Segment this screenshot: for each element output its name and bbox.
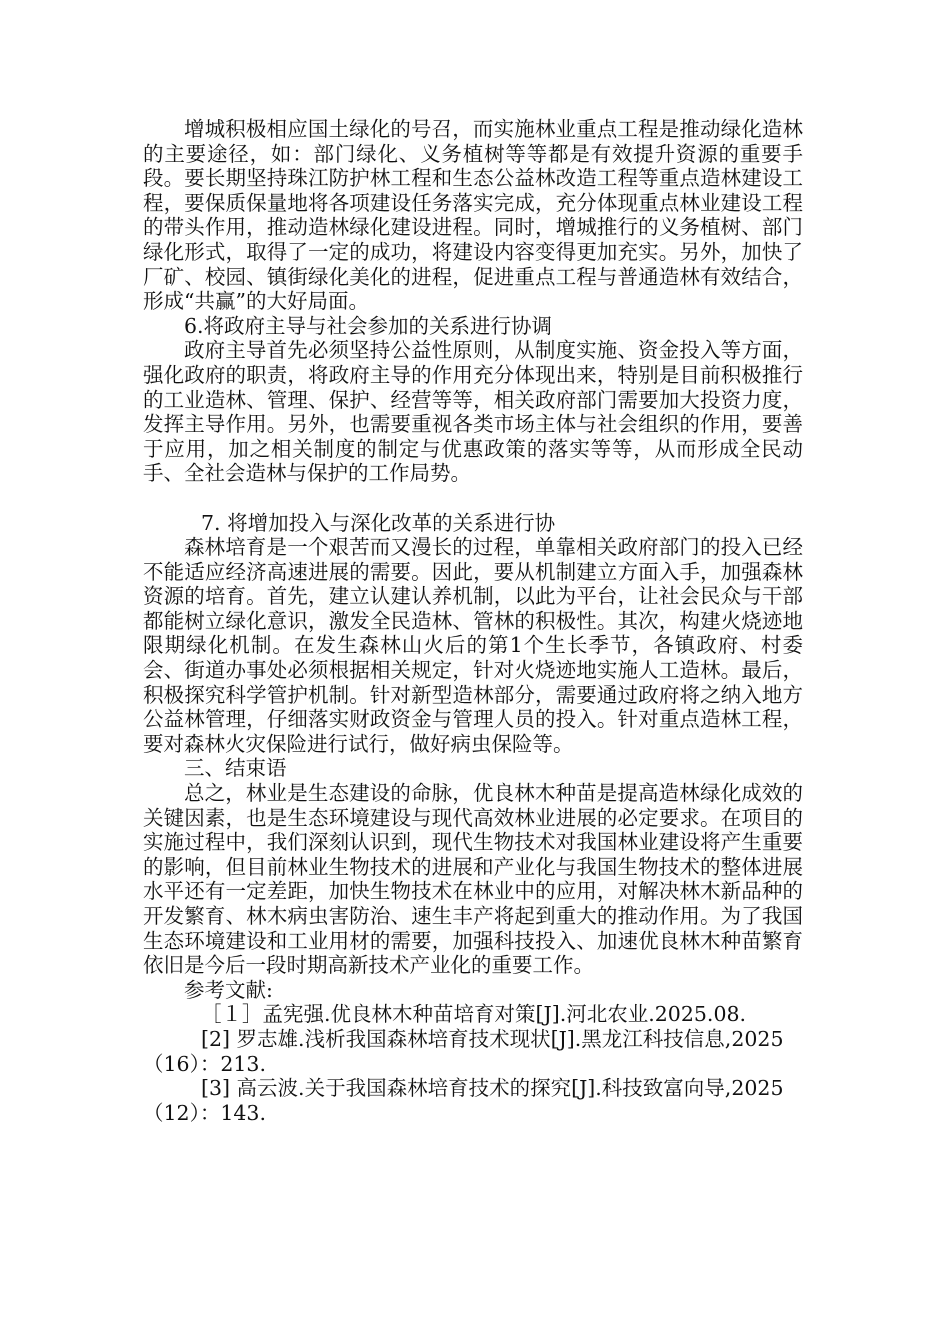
reference-item-3: [3] 高云波.关于我国森林培育技术的探究[J].科技致富向导,2025（12）：143. bbox=[143, 1076, 784, 1125]
document-page bbox=[143, 117, 803, 1125]
section-heading-conclusion: 三、结束语 bbox=[184, 756, 287, 781]
reference-item-2: [2] 罗志雄.浅析我国森林培育技术现状[J].黑龙江科技信息,2025（16）：213. bbox=[143, 1026, 784, 1076]
paragraph-green-projects: 增城积极相应国土绿化的号召，而实施林业重点工程是推动绿化造林的主要途径，如：部门绿化、义务植树等等都是有效提升资源的重要手段。要长期坚持珠江防护林工程和生态公益林改造工程等重点造林建设工程，要保质保量地将各项建设任务落实完成，充分体现重点林业建设工程的带头作用，推动造林绿化建设进程。同时，增城推行的义务植树、部门绿化形式，取得了一定的成功，将建设内容变得更加充实。另外，加快了厂矿、校园、镇街绿化美化的进程，促进重点工程与普通造林有效结合，形成“共赢”的大好局面。 bbox=[143, 117, 803, 314]
paragraph-conclusion: 总之，林业是生态建设的命脉，优良林木种苗是提高造林绿化成效的关键因素，也是生态环境建设与现代高效林业进展的必定要求。在项目的实施过程中，我们深刻认识到，现代生物技术对我国林业建设将产生重要的影响，但目前林业生物技术的进展和产业化与我国生物技术的整体进展水平还有一定差距，加快生物技术在林业中的应用，对解决林木新品种的开发繁育、林木病虫害防治、速生丰产将起到重大的推动作用。为了我国生态环境建设和工业用材的需要，加强科技投入、加速优良林木种苗繁育依旧是今后一段时期高新技术产业化的重要工作。 bbox=[143, 781, 803, 978]
references-heading: 参考文献: bbox=[184, 977, 273, 1002]
section-heading-6: 6.将政府主导与社会参加的关系进行协调 bbox=[184, 313, 553, 338]
section-heading-7: 7. 将增加投入与深化改革的关系进行协 bbox=[201, 510, 556, 535]
paragraph-government-role: 政府主导首先必须坚持公益性原则，从制度实施、资金投入等方面，强化政府的职责，将政府主导的作用充分体现出来，特别是目前积极推行的工业造林、管理、保护、经营等等，相关政府部门需要加大投资力度，发挥主导作用。另外，也需要重视各类市场主体与社会组织的作用，要善于应用，加之相关制度的制定与优惠政策的落实等等，从而形成全民动手、全社会造林与保护的工作局势。 bbox=[143, 338, 803, 486]
paragraph-investment-reform: 森林培育是一个艰苦而又漫长的过程，单靠相关政府部门的投入已经不能适应经济高速进展的需要。因此，要从机制建立方面入手，加强森林资源的培育。首先，建立认建认养机制，以此为平台，让社会民众与干部都能树立绿化意识，激发全民造林、管林的积极性。其次，构建火烧迹地限期绿化机制。在发生森林山火后的第1个生长季节，各镇政府、村委会、街道办事处必须根据相关规定，针对火烧迹地实施人工造林。最后，积极探究科学管护机制。针对新型造林部分，需要通过政府将之纳入地方公益林管理，仔细落实财政资金与管理人员的投入。针对重点造林工程，要对森林火灾保险进行试行，做好病虫保险等。 bbox=[143, 535, 803, 756]
reference-item-1: ［１］孟宪强.优良林木种苗培育对策[J].河北农业.2025.08. bbox=[201, 1002, 747, 1027]
